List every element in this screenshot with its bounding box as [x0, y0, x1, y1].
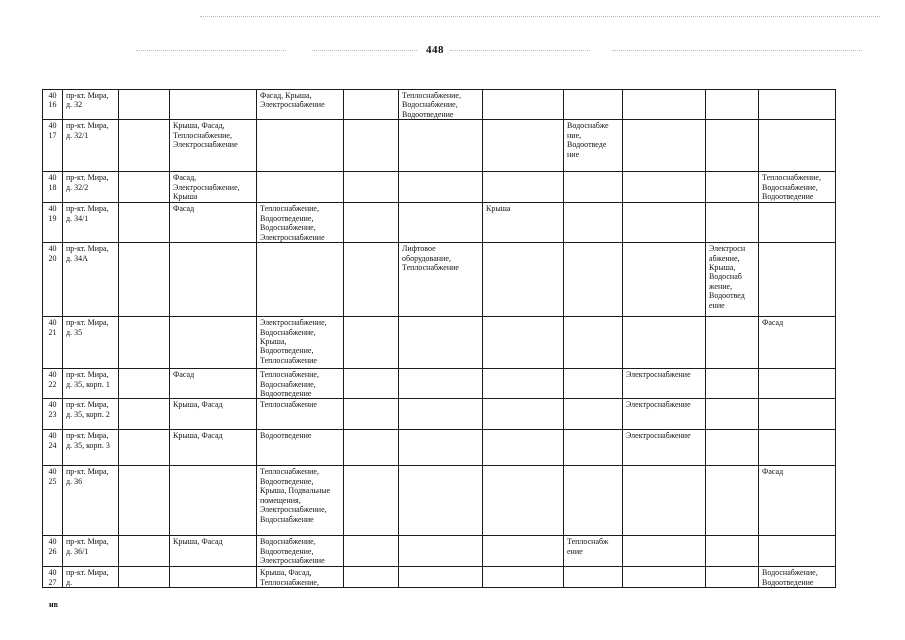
page-number: 448: [426, 44, 444, 56]
row-number-part: 40: [48, 370, 57, 380]
work-type-cell: [399, 399, 483, 430]
work-type-cell: [119, 243, 170, 317]
work-type-cell: [706, 466, 759, 536]
work-type-cell: [483, 172, 564, 203]
row-number-cell: [43, 203, 63, 243]
work-type-cell: [564, 172, 623, 203]
row-number-part: 19: [48, 213, 57, 223]
work-type-cell: [119, 90, 170, 120]
row-number-cell: [43, 399, 63, 430]
work-type-cell: [170, 567, 257, 588]
work-type-cell: [119, 317, 170, 369]
row-number-part: 18: [48, 182, 57, 192]
work-type-cell: [564, 567, 623, 588]
row-number-part: 40: [48, 244, 57, 254]
work-type-cell: Водоснабжение, Водоотведение, Электроснабжение: [257, 536, 344, 567]
row-number-part: 27: [48, 577, 57, 587]
footer-mark: нв: [49, 600, 58, 609]
table-row: [43, 369, 836, 399]
row-number-part: 40: [48, 318, 57, 328]
work-type-cell: [119, 369, 170, 399]
address-cell: пр-кт. Мира, д. 32/2: [63, 172, 119, 203]
work-type-cell: [564, 90, 623, 120]
work-type-cell: [623, 536, 706, 567]
address-cell: пр-кт. Мира, д. 35, корп. 1: [63, 369, 119, 399]
row-number-part: 21: [48, 327, 57, 337]
work-type-cell: [344, 203, 399, 243]
work-type-cell: Водоснабже ние, Водоотведе ние: [564, 120, 623, 172]
table-row: [43, 430, 836, 466]
row-number-part: 22: [48, 379, 57, 389]
work-type-cell: [483, 243, 564, 317]
row-number-part: 23: [48, 409, 57, 419]
row-number-cell: [43, 466, 63, 536]
work-type-cell: [623, 90, 706, 120]
work-type-cell: Фасад: [759, 466, 836, 536]
work-type-cell: [483, 399, 564, 430]
work-type-cell: [344, 120, 399, 172]
table-row: [43, 536, 836, 567]
row-number-part: 17: [48, 130, 57, 140]
row-number-cell: [43, 536, 63, 567]
row-number-part: 26: [48, 546, 57, 556]
table-row: [43, 203, 836, 243]
work-type-cell: [399, 172, 483, 203]
work-type-cell: [119, 430, 170, 466]
work-type-cell: [623, 317, 706, 369]
work-type-cell: [706, 567, 759, 588]
work-type-cell: Крыша, Фасад, Теплоснабжение, Электроснабжение: [170, 120, 257, 172]
work-type-cell: Теплоснабжение, Водоснабжение, Водоотведение: [399, 90, 483, 120]
work-type-cell: Крыша: [483, 203, 564, 243]
work-type-cell: [399, 466, 483, 536]
work-type-cell: Водоотведение: [257, 430, 344, 466]
work-type-cell: [564, 243, 623, 317]
work-type-cell: [706, 430, 759, 466]
work-type-cell: [399, 369, 483, 399]
work-type-cell: [706, 369, 759, 399]
work-type-cell: [706, 317, 759, 369]
work-type-cell: Теплоснабж ение: [564, 536, 623, 567]
row-number-part: 25: [48, 476, 57, 486]
work-type-cell: [119, 399, 170, 430]
row-number-part: 40: [48, 91, 57, 100]
row-number-cell: [43, 172, 63, 203]
work-type-cell: [759, 120, 836, 172]
table-body: [43, 90, 836, 588]
work-type-cell: Теплоснабжение, Водоснабжение, Водоотведение: [759, 172, 836, 203]
work-type-cell: [119, 203, 170, 243]
work-type-cell: [119, 466, 170, 536]
work-type-cell: [344, 399, 399, 430]
work-type-cell: Электроснабжение, Водоснабжение, Крыша, Водоотведение, Теплоснабжение: [257, 317, 344, 369]
row-number-part: 40: [48, 467, 57, 477]
address-cell: пр-кт. Мира, д. 35, корп. 3: [63, 430, 119, 466]
work-type-cell: Водоснабжение, Водоотведение: [759, 567, 836, 588]
row-number-part: 40: [48, 537, 57, 547]
work-type-cell: Фасад: [170, 369, 257, 399]
row-number-part: 40: [48, 431, 57, 441]
address-cell: пр-кт. Мира, д. 35, корп. 2: [63, 399, 119, 430]
row-number-cell: [43, 243, 63, 317]
work-type-cell: [759, 90, 836, 120]
work-type-cell: Крыша, Фасад: [170, 399, 257, 430]
table-row: [43, 243, 836, 317]
work-type-cell: [706, 120, 759, 172]
row-number-cell: [43, 369, 63, 399]
work-type-cell: [759, 536, 836, 567]
work-type-cell: [564, 317, 623, 369]
work-type-cell: [344, 430, 399, 466]
address-cell: пр-кт. Мира, д. 32: [63, 90, 119, 120]
work-type-cell: [257, 120, 344, 172]
table-row: [43, 120, 836, 172]
scan-noise-mid: [312, 50, 417, 51]
row-number-part: 40: [48, 400, 57, 410]
work-type-cell: [623, 567, 706, 588]
table-row: [43, 90, 836, 120]
work-type-cell: [564, 399, 623, 430]
work-type-cell: [483, 90, 564, 120]
work-type-cell: [759, 430, 836, 466]
work-type-cell: Теплоснабжение: [257, 399, 344, 430]
work-type-cell: [344, 317, 399, 369]
work-type-cell: [759, 369, 836, 399]
work-type-cell: [623, 203, 706, 243]
row-number-part: 40: [48, 173, 57, 183]
work-type-cell: [706, 172, 759, 203]
scan-noise-left: [136, 50, 286, 51]
work-type-cell: Фасад, Электроснабжение, Крыша: [170, 172, 257, 203]
address-cell: пр-кт. Мира, д. 34/1: [63, 203, 119, 243]
work-type-cell: Крыша, Фасад: [170, 430, 257, 466]
work-type-cell: [706, 536, 759, 567]
work-type-cell: [344, 567, 399, 588]
work-type-cell: [344, 172, 399, 203]
row-number-cell: [43, 120, 63, 172]
work-type-cell: [170, 466, 257, 536]
address-cell: пр-кт. Мира, д. 32/1: [63, 120, 119, 172]
row-number-part: 16: [48, 100, 57, 110]
row-number-part: 40: [48, 568, 57, 578]
registry-table: [42, 89, 836, 588]
row-number-cell: [43, 90, 63, 120]
work-type-cell: [623, 243, 706, 317]
work-type-cell: [706, 399, 759, 430]
work-type-cell: Теплоснабжение, Водоотведение, Крыша, Подвальные помещения, Электроснабжение, Водоснабжение: [257, 466, 344, 536]
work-type-cell: [483, 369, 564, 399]
work-type-cell: Фасад: [170, 203, 257, 243]
work-type-cell: [483, 536, 564, 567]
work-type-cell: [344, 90, 399, 120]
row-number-part: 40: [48, 121, 57, 131]
work-type-cell: Лифтовое оборудование, Теплоснабжение: [399, 243, 483, 317]
work-type-cell: [257, 243, 344, 317]
work-type-cell: [119, 172, 170, 203]
work-type-cell: [483, 317, 564, 369]
table-row: [43, 317, 836, 369]
work-type-cell: [564, 203, 623, 243]
address-cell: пр-кт. Мира, д.: [63, 567, 119, 588]
work-type-cell: [170, 90, 257, 120]
scan-noise-top: [200, 16, 880, 17]
address-cell: пр-кт. Мира, д. 36: [63, 466, 119, 536]
work-type-cell: [706, 203, 759, 243]
work-type-cell: Крыша, Фасад, Теплоснабжение,: [257, 567, 344, 588]
scan-noise-right: [612, 50, 862, 51]
work-type-cell: [344, 466, 399, 536]
work-type-cell: [759, 203, 836, 243]
work-type-cell: [399, 430, 483, 466]
work-type-cell: [170, 243, 257, 317]
work-type-cell: Теплоснабжение, Водоотведение, Водоснабжение, Электроснабжение: [257, 203, 344, 243]
address-cell: пр-кт. Мира, д. 36/1: [63, 536, 119, 567]
work-type-cell: [344, 243, 399, 317]
work-type-cell: [564, 430, 623, 466]
work-type-cell: [399, 536, 483, 567]
work-type-cell: [399, 120, 483, 172]
work-type-cell: [119, 536, 170, 567]
address-cell: пр-кт. Мира, д. 35: [63, 317, 119, 369]
work-type-cell: [623, 120, 706, 172]
work-type-cell: [483, 567, 564, 588]
work-type-cell: Крыша, Фасад: [170, 536, 257, 567]
work-type-cell: [706, 90, 759, 120]
work-type-cell: [623, 466, 706, 536]
row-number-cell: [43, 317, 63, 369]
work-type-cell: [623, 172, 706, 203]
work-type-cell: [759, 243, 836, 317]
work-type-cell: [344, 369, 399, 399]
row-number-cell: [43, 430, 63, 466]
work-type-cell: [170, 317, 257, 369]
work-type-cell: [759, 399, 836, 430]
scan-noise-mid2: [450, 50, 590, 51]
table-row: [43, 567, 836, 588]
work-type-cell: Электроснабжение: [623, 399, 706, 430]
table-row: [43, 172, 836, 203]
work-type-cell: [399, 317, 483, 369]
work-type-cell: [483, 466, 564, 536]
work-type-cell: [119, 567, 170, 588]
row-number-cell: [43, 567, 63, 588]
work-type-cell: Теплоснабжение, Водоснабжение, Водоотведение: [257, 369, 344, 399]
table-row: [43, 466, 836, 536]
work-type-cell: [257, 172, 344, 203]
work-type-cell: [344, 536, 399, 567]
work-type-cell: [399, 567, 483, 588]
row-number-part: 20: [48, 253, 57, 263]
work-type-cell: Фасад: [759, 317, 836, 369]
address-cell: пр-кт. Мира, д. 34А: [63, 243, 119, 317]
row-number-part: 24: [48, 440, 57, 450]
work-type-cell: [119, 120, 170, 172]
work-type-cell: Электроснабжение: [623, 369, 706, 399]
table-row: [43, 399, 836, 430]
work-type-cell: [483, 430, 564, 466]
work-type-cell: [483, 120, 564, 172]
work-type-cell: [399, 203, 483, 243]
work-type-cell: Фасад, Крыша, Электроснабжение: [257, 90, 344, 120]
row-number-part: 40: [48, 204, 57, 214]
work-type-cell: Электросн абжение, Крыша, Водоснаб жение, Водоотвед ение: [706, 243, 759, 317]
work-type-cell: [564, 466, 623, 536]
work-type-cell: [564, 369, 623, 399]
work-type-cell: Электроснабжение: [623, 430, 706, 466]
